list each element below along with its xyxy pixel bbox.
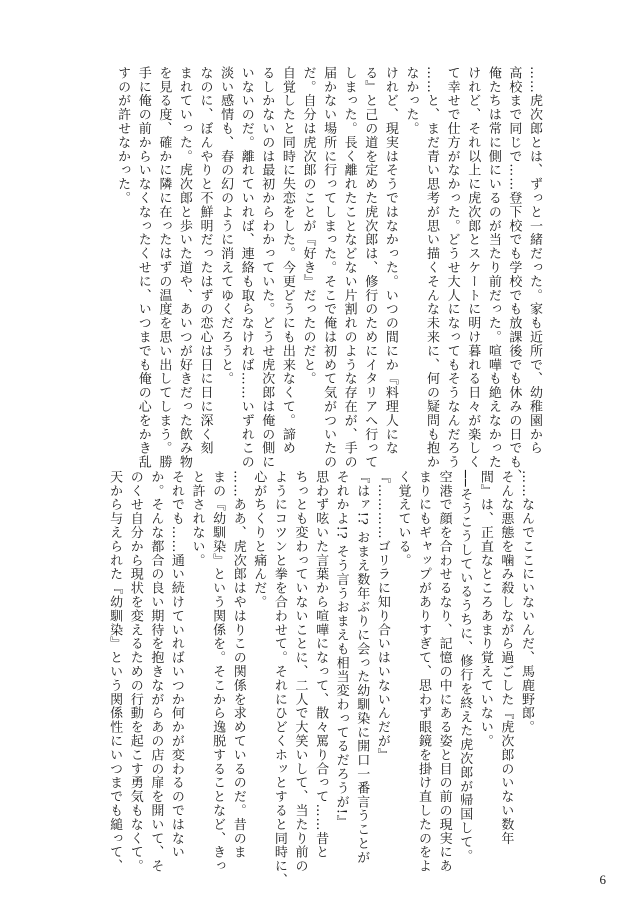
text-line: ……なんでここにいないんだ、馬鹿野郎。	[519, 470, 534, 735]
text-block-bottom	[104, 470, 536, 887]
text-line: 届かない場所に行ってしまった。そこで俺は初めて気がついたの	[321, 66, 337, 470]
text-line: それでも……通い続けていればいつか何かが変わるのではない	[168, 470, 184, 860]
text-line: 『はァ!? おまえ数年ぶりに会った幼馴染に開口一番言うことが	[354, 470, 370, 865]
text-line: 空港で顔を合わせるなり、記憶の中にある姿と目の前の現実にあ	[436, 470, 452, 874]
text-line: ……と、まだ青い思考が思い描くそんな未来に、何の疑問も抱か	[424, 66, 440, 470]
text-line: か。そんな都合の良い期待を抱きながらあの店の扉を開いて、そ	[148, 470, 164, 874]
text-line: を見る度、確かに隣に在ったはずの温度を思い出してしまう。勝	[156, 66, 172, 470]
text-line: そんな悪態を噛み殺しながら過ごした『虎次郎のいない数年	[498, 470, 514, 846]
text-line: て幸せで仕方がなかった。どうせ大人になってもそうなんだろう	[444, 66, 460, 470]
text-line: まれていった。虎次郎と歩いた道や、あいつが好きだった飲み物	[176, 66, 192, 470]
text-line: 自覚したと同時に失恋をした。今更どうにも出来なくて。諦め	[279, 66, 295, 456]
text-line: 間』は、正直なところあまり覚えていない。	[477, 470, 493, 748]
text-line: すのが許せなかった。	[115, 66, 131, 205]
text-line: ……ああ、虎次郎はやはりこの関係を求めているのだ。昔のま	[230, 470, 246, 860]
text-line: と許されない。	[189, 470, 205, 568]
text-line: のくせ自分から現状を変えるための行動を起こす勇気もなくて。	[127, 470, 143, 874]
text-block-top	[112, 66, 544, 483]
text-line: 俺たちは常に側にいるのが当たり前だった。喧嘩も絶えなかった	[485, 66, 501, 470]
text-line: なかった。	[403, 66, 419, 136]
text-line: なのに、ぼんやりと不鮮明だったはずの恋心は日に日に深く刻	[197, 66, 213, 456]
text-line: それかよ!? そう言うおまえも相当変わってるだろうが!』	[333, 470, 349, 829]
text-line: いないのだ。離れていれば、連絡も取らなければ……いずれこの	[238, 66, 254, 470]
text-line: 心がちくりと痛んだ。	[251, 470, 267, 609]
text-line: まの『幼馴染』という関係を。そこから逸脱することなど、きっ	[210, 470, 226, 874]
text-line: 思わず呟いた言葉から喧嘩になって、散々罵り合って……昔と	[313, 470, 329, 860]
text-line: しまった。長く離れたことなどない片割れのような存在が、手の	[341, 66, 357, 470]
text-line: 天から与えられた『幼馴染』という関係性にいつまでも縋って、	[107, 470, 123, 874]
text-line: 高校まで同じで……登下校でも学校でも放課後でも休みの日でも、	[506, 66, 522, 483]
text-line: る』と己の道を定めた虎次郎は、修行のためにイタリアへ行って	[362, 66, 378, 470]
text-line: だ。自分は虎次郎のことが『好き』だったのだと。	[300, 66, 316, 386]
text-line: 手に俺の前からいなくなったくせに、いつまでも俺の心をかき乱	[135, 66, 151, 470]
text-line: けれど、現実はそうではなかった。いつの間にか『料理人にな	[382, 66, 398, 456]
page-number: 6	[599, 872, 606, 887]
text-line: ……虎次郎とは、ずっと一緒だった。家も近所で、幼稚園から	[527, 66, 542, 456]
text-line: ちっとも変わっていないことに、二人で大笑いして、当たり前の	[292, 470, 308, 874]
text-line: く覚えている。	[395, 470, 411, 568]
text-line: るしかないのは最初からわかっていた。どうせ虎次郎は俺の側に	[259, 66, 275, 470]
text-line: ようにコツンと拳を合わせて。それにひどくホッとすると同時に、	[271, 470, 287, 887]
text-line: ──そうこうしているうちに、修行を終えた虎次郎が帰国して。	[457, 470, 473, 863]
text-line: まりにもギャップがありすぎて、思わず眼鏡を掛け直したのをよ	[416, 470, 432, 874]
text-line: けれど、それ以上に虎次郎とスケートに明け暮れる日々が楽しく	[465, 66, 481, 470]
text-line: 『…………ゴリラに知り合いはいないんだが』	[374, 470, 390, 762]
text-line: 淡い感情も、春の幻のように消えてゆくだろうと。	[218, 66, 234, 386]
